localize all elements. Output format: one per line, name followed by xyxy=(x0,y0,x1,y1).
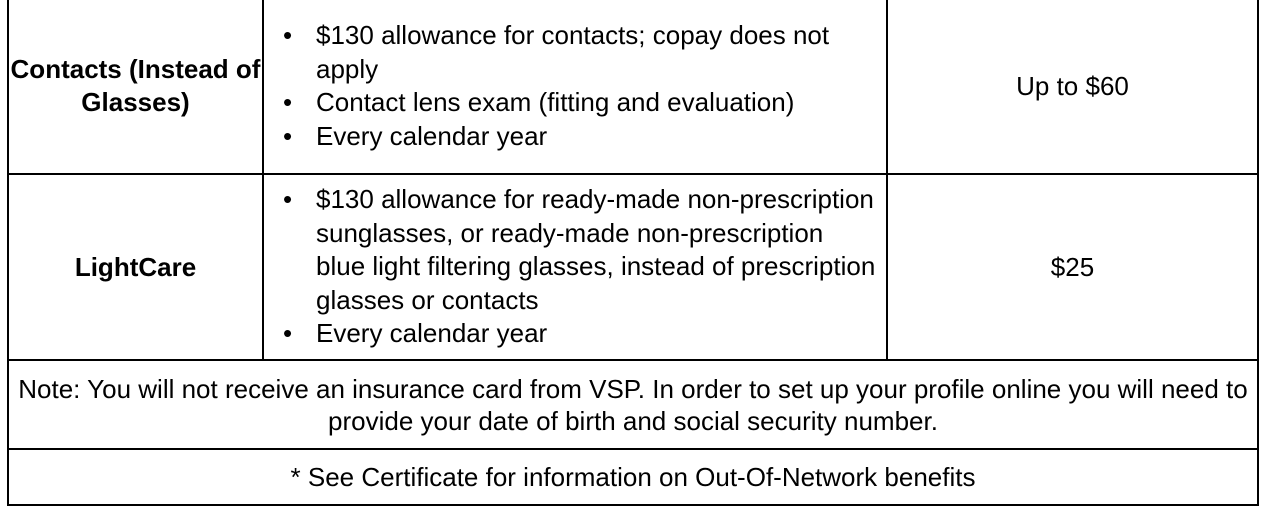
detail-text: $130 allowance for ready-made non-prescription sunglasses, or ready-made non-prescription blue light filtering glasses, instead of prescription glasses or contacts xyxy=(316,184,876,315)
list-item xyxy=(283,183,876,317)
detail-text: Every calendar year xyxy=(316,318,548,349)
footnote-text: * See Certificate for information on Out-Of-Network benefits xyxy=(8,449,1258,505)
plan-details-lightcare xyxy=(263,174,887,360)
list-item xyxy=(283,120,876,154)
plan-details-contacts xyxy=(263,0,887,174)
table-row xyxy=(8,360,1258,449)
plan-copay-lightcare: $25 xyxy=(887,174,1258,360)
detail-text: Every calendar year xyxy=(316,120,548,151)
bullet-icon: • xyxy=(283,318,293,349)
detail-list xyxy=(264,183,886,351)
bullet-icon: • xyxy=(283,20,293,50)
list-item xyxy=(283,19,876,86)
bullet-icon: • xyxy=(283,184,293,215)
detail-list xyxy=(264,19,886,153)
plan-copay-contacts: Up to $60 xyxy=(887,0,1258,174)
detail-text: Contact lens exam (fitting and evaluation) xyxy=(316,87,795,117)
note-text: Note: You will not receive an insurance card from VSP. In order to set up your profile online you will need to provide your date of birth and social security number. xyxy=(8,360,1258,449)
table-row xyxy=(8,0,1258,174)
list-item xyxy=(283,317,876,351)
plan-name-contacts: Contacts (Instead of Glasses) xyxy=(8,0,263,174)
table-row xyxy=(8,449,1258,505)
detail-text: $130 allowance for contacts; copay does not apply xyxy=(316,20,830,84)
bullet-icon: • xyxy=(283,87,293,117)
plan-name-lightcare: LightCare xyxy=(8,174,263,360)
list-item xyxy=(283,86,876,120)
benefits-table xyxy=(7,0,1259,506)
bullet-icon: • xyxy=(283,120,293,151)
table-row xyxy=(8,174,1258,360)
